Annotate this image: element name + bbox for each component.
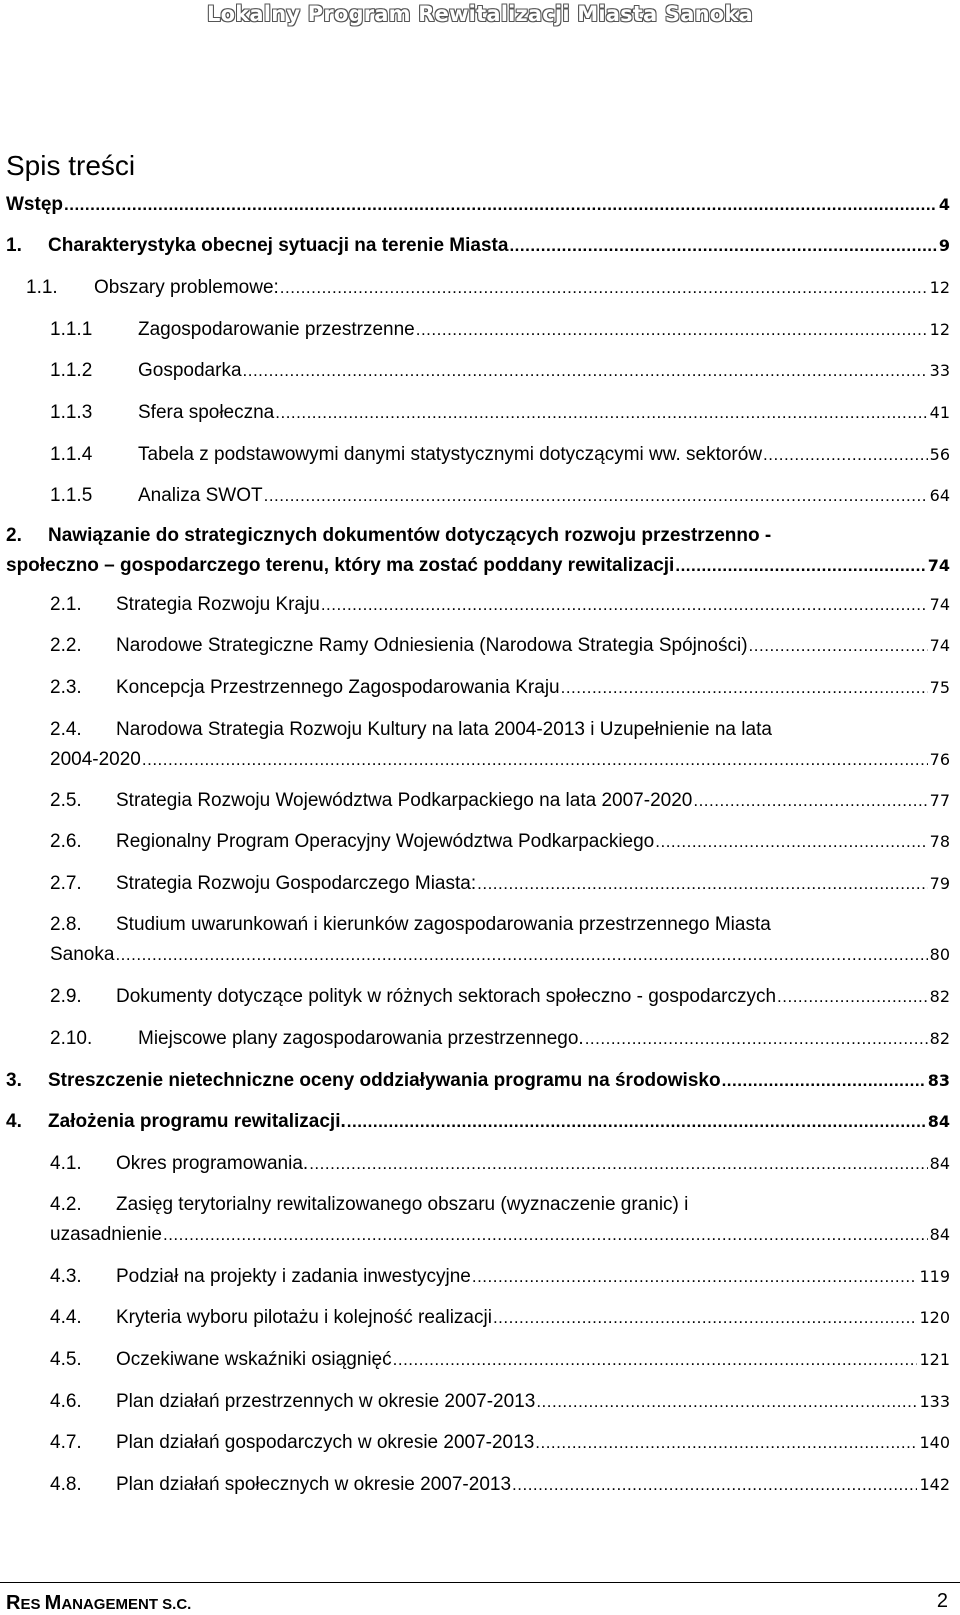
- toc-entry-title: Strategia Rozwoju Województwa Podkarpackiego na lata 2007-2020: [116, 790, 693, 811]
- toc-dot-leader: [536, 1387, 917, 1417]
- toc-entry-title: Podział na projekty i zadania inwestycyjne: [116, 1266, 471, 1287]
- toc-dot-leader: [477, 869, 928, 899]
- toc-entry[interactable]: [50, 481, 950, 511]
- toc-entry-number: 4.2.: [50, 1194, 82, 1215]
- toc-entry-number: 4.7.: [50, 1432, 82, 1453]
- toc-entry-title: Zagospodarowanie przestrzenne: [138, 319, 415, 340]
- toc-entry-title-continuation: uzasadnienie: [50, 1224, 162, 1245]
- toc-entry-number: 4.: [6, 1111, 22, 1132]
- toc-page-number: 133: [919, 1392, 950, 1411]
- toc-dot-leader: [512, 1470, 917, 1500]
- toc-entry-number: 2.3.: [50, 677, 82, 698]
- toc-entry-title: Miejscowe plany zagospodarowania przestrzennego.: [138, 1028, 584, 1049]
- toc-page-number: 82: [929, 1029, 950, 1048]
- toc-entry-number: 1.1.4: [50, 444, 93, 465]
- toc-page-number: 75: [929, 678, 950, 697]
- toc-entry-title: Dokumenty dotyczące polityk w różnych sektorach społeczno - gospodarczych: [116, 986, 777, 1007]
- toc-entry-number: 2.8.: [50, 914, 82, 935]
- toc-entry-title: Plan działań społecznych w okresie 2007-2013: [116, 1474, 512, 1495]
- toc-dot-leader: [472, 1262, 918, 1292]
- toc-entry[interactable]: [6, 190, 950, 220]
- toc-dot-leader: [416, 315, 928, 345]
- toc-dot-leader: [777, 982, 928, 1012]
- toc-entry[interactable]: [50, 315, 950, 345]
- toc-entry-title-continuation: społeczno – gospodarczego terenu, który ma zostać poddany rewitalizacji: [6, 555, 675, 576]
- toc-entry-number: 4.3.: [50, 1266, 82, 1287]
- toc-entry-title: Plan działań przestrzennych w okresie 2007-2013: [116, 1391, 536, 1412]
- toc-entry-number: 2.2.: [50, 635, 82, 656]
- toc-entry-number: 1.1.5: [50, 485, 93, 506]
- toc-entry[interactable]: [50, 1387, 950, 1417]
- toc-dot-leader: [264, 481, 928, 511]
- toc-page-number: 74: [929, 595, 950, 614]
- toc-entry-title: Narodowe Strategiczne Ramy Odniesienia (Narodowa Strategia Spójności): [116, 635, 748, 656]
- toc-entry[interactable]: [50, 715, 950, 775]
- toc-entry[interactable]: [6, 521, 950, 581]
- toc-entry-title: Streszczenie nietechniczne oceny oddziaływania programu na środowisko: [48, 1070, 721, 1091]
- toc-entry[interactable]: [50, 1024, 950, 1054]
- toc-dot-leader: [585, 1024, 928, 1054]
- toc-entry-number: 1.1.3: [50, 402, 93, 423]
- toc-entry[interactable]: [50, 590, 950, 620]
- toc-entry-title: Regionalny Program Operacyjny Województwa Podkarpackiego: [116, 831, 655, 852]
- toc-entry-number: 1.: [6, 235, 22, 256]
- toc-page-number: 77: [929, 791, 950, 810]
- toc-page-number: 84: [929, 1154, 950, 1173]
- toc-entry[interactable]: [50, 1190, 950, 1250]
- toc-entry[interactable]: [50, 786, 950, 816]
- toc-entry[interactable]: [50, 1303, 950, 1333]
- toc-entry-title: Koncepcja Przestrzennego Zagospodarowania Kraju: [116, 677, 560, 698]
- toc-entry[interactable]: [50, 827, 950, 857]
- toc-page-number: 4: [938, 195, 950, 214]
- toc-page-number: 82: [929, 987, 950, 1006]
- toc-dot-leader: [393, 1345, 918, 1375]
- toc-entry-title: Analiza SWOT: [138, 485, 263, 506]
- toc-entry-number: 4.5.: [50, 1349, 82, 1370]
- toc-entry-number: 4.4.: [50, 1307, 82, 1328]
- toc-title: Spis treści: [6, 150, 136, 181]
- toc-dot-leader: [243, 356, 928, 386]
- toc-dot-leader: [280, 273, 928, 303]
- toc-entry[interactable]: [50, 869, 950, 899]
- toc-entry-number: 3.: [6, 1070, 22, 1091]
- toc-entry[interactable]: [6, 1066, 950, 1096]
- toc-entry[interactable]: [50, 398, 950, 428]
- toc-page-number: 12: [929, 278, 950, 297]
- toc-dot-leader: [64, 190, 937, 220]
- toc-dot-leader: [675, 551, 925, 581]
- toc-entry-title-continuation: Sanoka: [50, 944, 115, 965]
- toc-entry-number: 1.1.1: [50, 319, 93, 340]
- toc-entry-number: 4.6.: [50, 1391, 82, 1412]
- toc-entry-number: 2.7.: [50, 873, 82, 894]
- toc-entry-title-continuation: 2004-2020: [50, 749, 141, 770]
- toc-entry-number: 4.8.: [50, 1474, 82, 1495]
- toc-entry-title: Zasięg terytorialny rewitalizowanego obszaru (wyznaczenie granic) i: [116, 1194, 689, 1215]
- toc-entry[interactable]: [50, 356, 950, 386]
- toc-entry-number: 2.6.: [50, 831, 82, 852]
- toc-dot-leader: [309, 1149, 927, 1179]
- toc-page-number: 74: [929, 636, 950, 655]
- toc-page-number: 76: [929, 750, 950, 769]
- toc-page-number: 84: [927, 1112, 950, 1131]
- toc-entry[interactable]: [26, 273, 950, 303]
- toc-entry[interactable]: [50, 910, 950, 970]
- toc-page-number: 41: [929, 403, 950, 422]
- toc-page-number: 56: [929, 445, 950, 464]
- toc-entry-number: 2.1.: [50, 594, 82, 615]
- toc-dot-leader: [115, 940, 927, 970]
- toc-entry[interactable]: [50, 1149, 950, 1179]
- toc-page-number: 84: [929, 1225, 950, 1244]
- toc-page-number: 80: [929, 945, 950, 964]
- toc-dot-leader: [763, 440, 928, 470]
- toc-entry-title: Kryteria wyboru pilotażu i kolejność realizacji: [116, 1307, 492, 1328]
- toc-entry[interactable]: [50, 440, 950, 470]
- toc-entry-title: Charakterystyka obecnej sytuacji na terenie Miasta: [48, 235, 509, 256]
- toc-page-number: 83: [927, 1071, 950, 1090]
- toc-dot-leader: [535, 1428, 917, 1458]
- toc-entry-title: Tabela z podstawowymi danymi statystycznymi dotyczącymi ww. sektorów: [138, 444, 763, 465]
- toc-entry[interactable]: [50, 631, 950, 661]
- toc-page-number: 119: [919, 1267, 950, 1286]
- toc-entry[interactable]: [50, 1428, 950, 1458]
- toc-entry[interactable]: [50, 1470, 950, 1500]
- toc-dot-leader: [163, 1220, 928, 1250]
- toc-entry-number: 2.5.: [50, 790, 82, 811]
- toc-entry[interactable]: [6, 231, 950, 261]
- toc-entry-title: Sfera społeczna: [138, 402, 275, 423]
- toc-entry-number: 2.: [6, 525, 22, 546]
- toc-entry-title: Okres programowania.: [116, 1153, 309, 1174]
- toc-entry-number: 2.9.: [50, 986, 82, 1007]
- toc-dot-leader: [321, 590, 928, 620]
- toc-entry-title: Założenia programu rewitalizacji.: [48, 1111, 346, 1132]
- toc-page-number: 64: [929, 486, 950, 505]
- toc-page-number: 33: [929, 361, 950, 380]
- toc-page-number: 121: [919, 1350, 950, 1369]
- toc-entry-title: Strategia Rozwoju Gospodarczego Miasta:: [116, 873, 477, 894]
- toc-entry[interactable]: [50, 982, 950, 1012]
- toc-entry-number: 2.4.: [50, 719, 82, 740]
- toc-dot-leader: [655, 827, 927, 857]
- toc-dot-leader: [493, 1303, 918, 1333]
- running-header: Lokalny Program Rewitalizacji Miasta Sanoka: [207, 2, 753, 26]
- toc-entry-number: 2.10.: [50, 1028, 93, 1049]
- toc-dot-leader: [142, 745, 928, 775]
- footer-page-number: 2: [936, 1590, 948, 1612]
- toc-entry-title: Strategia Rozwoju Kraju: [116, 594, 320, 615]
- toc-entry-title: Oczekiwane wskaźniki osiągnięć: [116, 1349, 392, 1370]
- toc-page-number: 78: [929, 832, 950, 851]
- footer-divider: [0, 1582, 960, 1583]
- toc-entry-title: Obszary problemowe:: [94, 277, 279, 298]
- footer-company: RES MANAGEMENT S.C.: [6, 1592, 192, 1614]
- toc-dot-leader: [561, 673, 928, 703]
- toc-page-number: 9: [938, 236, 950, 255]
- toc-entry[interactable]: [50, 1345, 950, 1375]
- toc-entry-title: Studium uwarunkowań i kierunków zagospodarowania przestrzennego Miasta: [116, 914, 771, 935]
- toc-entry[interactable]: [50, 673, 950, 703]
- toc-dot-leader: [347, 1107, 926, 1137]
- toc-page-number: 120: [919, 1308, 950, 1327]
- toc-dot-leader: [509, 231, 936, 261]
- toc-entry[interactable]: [50, 1262, 950, 1292]
- toc-page-number: 140: [919, 1433, 950, 1452]
- toc-entry-title: Narodowa Strategia Rozwoju Kultury na lata 2004-2013 i Uzupełnienie na lata: [116, 719, 772, 740]
- toc-page-number: 79: [929, 874, 950, 893]
- toc-page-number: 12: [929, 320, 950, 339]
- toc-entry-number: 1.1.: [26, 277, 58, 298]
- toc-entry-number: 4.1.: [50, 1153, 82, 1174]
- toc-dot-leader: [275, 398, 927, 428]
- toc-page-number: 142: [919, 1475, 950, 1494]
- toc-entry-title: Gospodarka: [138, 360, 242, 381]
- toc-dot-leader: [693, 786, 927, 816]
- toc-page-number: 74: [927, 556, 950, 575]
- toc-dot-leader: [749, 631, 928, 661]
- toc-entry-number: 1.1.2: [50, 360, 93, 381]
- toc-entry[interactable]: [6, 1107, 950, 1137]
- toc-entry-title: Nawiązanie do strategicznych dokumentów dotyczących rozwoju przestrzenno -: [48, 525, 772, 546]
- toc-dot-leader: [722, 1066, 926, 1096]
- toc-entry-title: Plan działań gospodarczych w okresie 2007-2013: [116, 1432, 535, 1453]
- toc-entry-title: Wstęp: [6, 194, 63, 215]
